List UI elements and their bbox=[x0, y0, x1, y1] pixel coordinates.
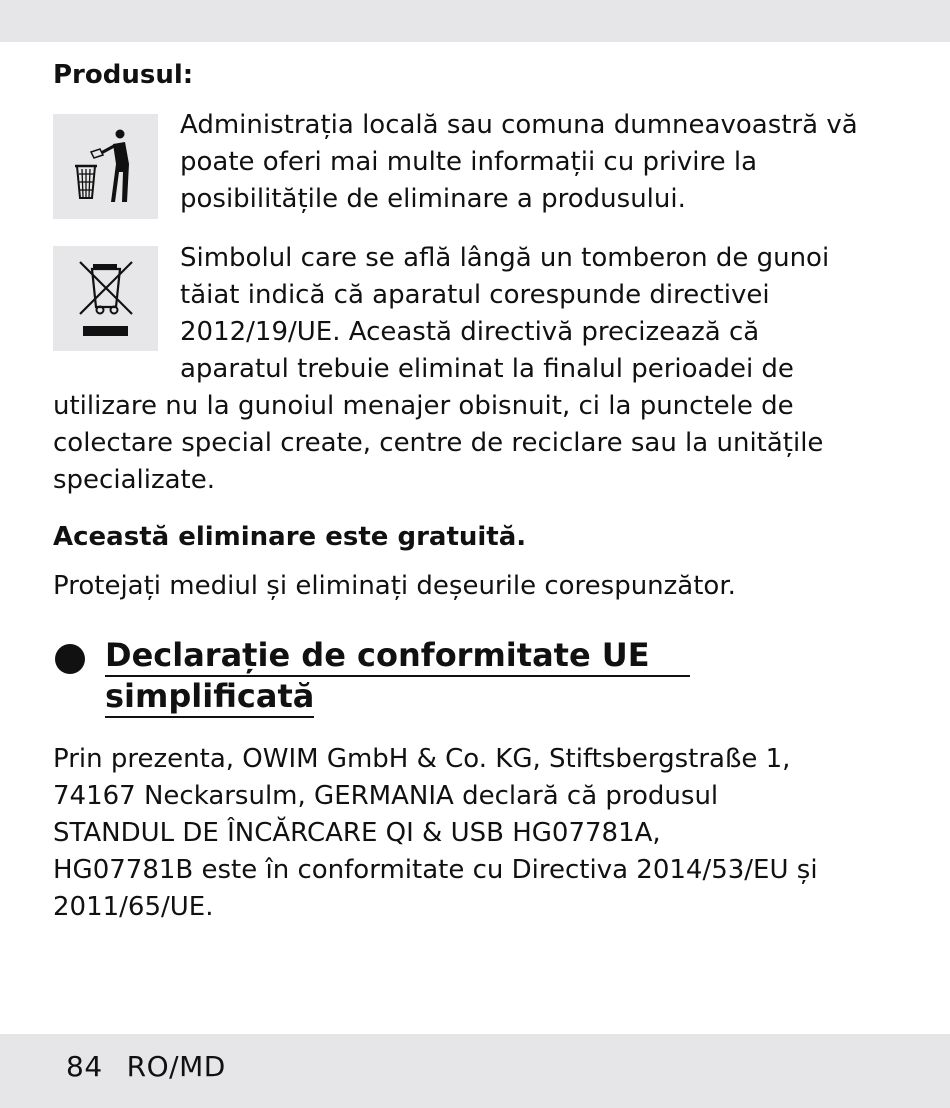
text-line: colectare special create, centre de reciclare sau la unitățile bbox=[53, 428, 824, 458]
section-title-line: simplificată bbox=[105, 677, 314, 718]
bullet-icon bbox=[55, 644, 85, 674]
text-line: Simbolul care se află lângă un tomberon de gunoi bbox=[180, 243, 830, 273]
text-line: tăiat indică că aparatul corespunde directivei bbox=[180, 280, 770, 310]
text-line: specializate. bbox=[53, 465, 215, 495]
text-line: poate oferi mai multe informații cu privire la bbox=[180, 147, 758, 177]
page-number: 84 bbox=[66, 1050, 103, 1083]
text-line: 2012/19/UE. Această directivă precizează că bbox=[180, 317, 760, 347]
heading-product: Produsul: bbox=[53, 60, 194, 90]
heading-free-disposal: Această eliminare este gratuită. bbox=[53, 522, 527, 552]
paragraph-local-administration bbox=[180, 107, 858, 218]
paragraph-weee-directive-indented bbox=[180, 240, 829, 388]
header-band bbox=[0, 0, 950, 42]
section-title-eu-declaration bbox=[105, 636, 690, 718]
language-code: RO/MD bbox=[126, 1050, 226, 1083]
text-line: Administrația locală sau comuna dumneavoastră vă bbox=[180, 110, 858, 140]
text-line: HG07781B este în conformitate cu Directiva 2014/53/EU și bbox=[53, 855, 818, 885]
text-line: utilizare nu la gunoiul menajer obisnuit, ci la punctele de bbox=[53, 391, 794, 421]
section-title-line: Declarație de conformitate UE bbox=[105, 636, 690, 677]
text-line: 74167 Neckarsulm, GERMANIA declară că produsul bbox=[53, 781, 719, 811]
text-line: 2011/65/UE. bbox=[53, 892, 214, 922]
crossed-out-wheelie-bin-icon bbox=[53, 246, 158, 351]
text-line: Prin prezenta, OWIM GmbH & Co. KG, Stiftsbergstraße 1, bbox=[53, 744, 791, 774]
protect-environment-line: Protejați mediul și eliminați deșeurile corespunzător. bbox=[53, 571, 736, 601]
text-line: STANDUL DE ÎNCĂRCARE QI & USB HG07781A, bbox=[53, 818, 661, 848]
paragraph-declaration bbox=[53, 741, 818, 926]
text-line: aparatul trebuie eliminat la finalul perioadei de bbox=[180, 354, 794, 384]
footer bbox=[66, 1050, 226, 1083]
text-line: posibilitățile de eliminare a produsului. bbox=[180, 184, 686, 214]
trash-disposal-icon bbox=[53, 114, 158, 219]
paragraph-weee-directive-continued bbox=[53, 388, 823, 499]
